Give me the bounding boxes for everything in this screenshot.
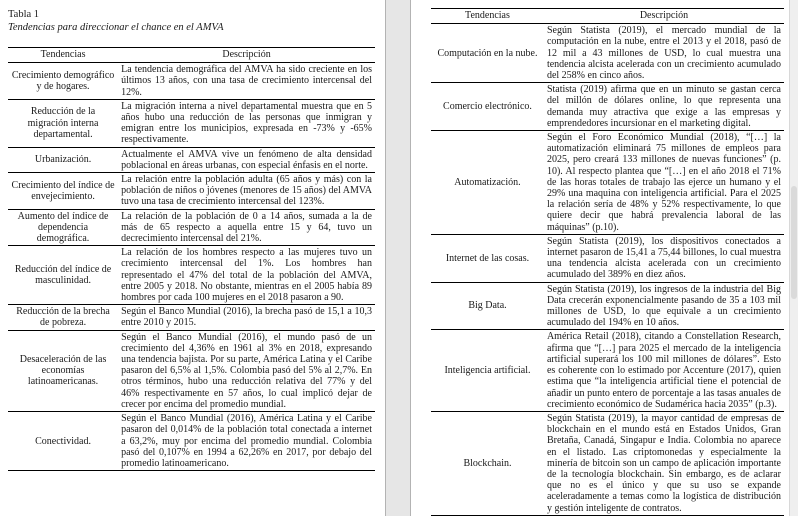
tendencia-cell: Computación en la nube.	[437, 47, 538, 59]
descripcion-cell: Según Statista (2019), los ingresos de la industria del Big Data crecerán exponencialmente pasando de 35 a 103 mil millones de USD, lo que equivale a un crecimiento acumulado del 194% en 10 años.	[544, 282, 784, 330]
tendencia-cell: Reducción de la brecha de pobreza.	[8, 305, 118, 330]
trends-table-page-2	[431, 8, 784, 516]
descripcion-cell: Statista (2019) afirma que en un minuto se gastan cerca del millón de dólares online, lo que representa una demanda muy atractiva que exige a las empresas y emprendedores incursionar en el marketing digital.	[544, 83, 784, 131]
descripcion-cell: La migración interna a nivel departamental muestra que en 5 años hubo una reducción de las personas que inmigran y emigran entre los municipios, expresada en -73% y -65% respectivamente.	[118, 99, 375, 147]
table-row	[8, 173, 375, 210]
descripcion-cell: Según Statista (2019), la mayor cantidad de empresas de blockchain en el mundo está en Estados Unidos, Gran Bretaña, Canadá, Singapur e India. Colombia no aparece en el listado. Las criptomonedas y especialmente la minería de bitcoin son un campo de aplicación importante de la tecnología blockchain. Sin embargo, es de aclarar que no es el único y que su uso se expande aceleradamente a temas como la logística de distribución y gestión inteligente de contratos.	[544, 411, 784, 515]
table-title: Tendencias para direccionar el chance en el AMVA	[8, 22, 224, 33]
descripcion-cell: América Retail (2018), citando a Constellation Research, afirma que “[…] para 2025 el mercado de la inteligencia artificial superará los 100 mil millones de dólares”. Esto es coherente con lo estimado por Accenture (2017), quien estima que “la inteligencia artificial tiene el potencial de añadir un punto entero de porcentaje a las tasas anuales de crecimiento económico de Sudamérica hacia 2035” (p.3).	[544, 330, 784, 411]
table-header	[8, 48, 375, 63]
descripcion-cell: Según el Banco Mundial (2016), América Latina y el Caribe pasaron del 0,014% de la población total conectada a internet a 63,2%, muy por encima del promedio mundial. Colombia pasó del 0,107% en 1994 a 62,26% en 2017, por debajo del promedio latinoamericano.	[118, 412, 375, 471]
table-number: Tabla 1	[8, 9, 40, 20]
table-row	[431, 234, 784, 282]
tendencia-cell: Crecimiento demográfico y de hogares.	[11, 69, 115, 92]
page-1	[0, 0, 385, 516]
descripcion-cell: Según el Foro Económico Mundial (2018), “[…] la automatización eliminará 75 millones de empleos para 2025, pero creará 133 millones de nuevas funciones” (p. 10). Al respecto plantea que “[…] en el año 2018 el 71% de las horas totales de trabajo las ejerce un humano y el 29% una maquina con inteligencia artificial. Para el 2025 la relación sería de 48% y 52% respectivamente, lo que quiere decir que habrá prevalencia laboral de las máquinas” (p.10).	[544, 131, 784, 235]
table-body	[431, 24, 784, 516]
column-header-tendencias: Tendencias	[8, 48, 118, 63]
table-row	[8, 147, 375, 172]
descripcion-cell: La relación de la población de 0 a 14 años, sumada a la de más de 65 respecto a aquella entre 15 y 64, tuvo un decrecimiento intercensal del 21%.	[118, 209, 375, 246]
tendencia-cell: Urbanización.	[8, 147, 118, 172]
tendencia-cell: Inteligencia artificial.	[431, 330, 544, 411]
header-row	[431, 9, 784, 24]
descripcion-cell: Según Statista (2019), los dispositivos conectados a internet pasaron de 15,41 a 75,44 billones, lo cual muestra una tendencia alcista acelerada con un crecimiento acumulado del 389% en diez años.	[544, 234, 784, 282]
table-row	[8, 99, 375, 147]
table-row	[431, 282, 784, 330]
tendencia-cell: Blockchain.	[431, 411, 544, 515]
scrollbar-thumb[interactable]	[791, 186, 797, 300]
column-header-descripcion: Descripción	[118, 48, 375, 63]
table-row	[8, 330, 375, 411]
table-header	[431, 9, 784, 24]
tendencia-cell: Automatización.	[431, 131, 544, 235]
column-header-descripcion: Descripción	[544, 9, 784, 24]
descripcion-cell: La relación de los hombres respecto a las mujeres tuvo un crecimiento intercensal del 1%. Los hombres han representado el 47% del total de la población del AMVA, entre 2005 y 2018. No obstante, mientras en el 2005 había 89 hombres por cada 100 mujeres en el 2018 pasaron a 90.	[118, 246, 375, 305]
table-row	[8, 412, 375, 471]
descripcion-cell: Según el Banco Mundial (2016), la brecha pasó de 15,1 a 10,3 entre 2010 y 2015.	[118, 305, 375, 330]
header-row	[8, 48, 375, 63]
descripcion-cell: La relación entre la población adulta (65 años y más) con la población de niños o jóvenes (menores de 15 años) del AMVA tuvo una tasa de crecimiento intercensal del 123%.	[118, 173, 375, 210]
table-row	[8, 209, 375, 246]
descripcion-cell: Según Statista (2019), el mercado mundial de la computación en la nube, entre el 2013 y el 2018, pasó de 12 mil a 43 millones de USD, lo cual muestra una tendencia alcista acelerada con un crecimiento acumulado del 258% en cinco años.	[546, 25, 781, 82]
tendencia-cell: Big Data.	[431, 282, 544, 330]
descripcion-cell: Según el Banco Mundial (2016), el mundo pasó de un crecimiento del 4,36% en 1961 al 3% en 2018, expresando una tendencia bajista. Por su parte, América Latina y el Caribe pasaron del 6,5% al 1,5%. Colombia pasó del 5% al 2,7%. En otros términos, hubo una reducción relativa del 77% y del 46% respectivamente en 57 años, lo cual implicó dejar de crecer por encima del promedio mundial.	[118, 330, 375, 411]
tendencia-cell: Internet de las cosas.	[431, 234, 544, 282]
descripcion-cell: Actualmente el AMVA vive un fenómeno de alta densidad poblacional en áreas urbanas, con especial énfasis en el norte.	[118, 147, 375, 172]
column-header-tendencias: Tendencias	[431, 9, 544, 24]
trends-table-page-1	[8, 47, 375, 471]
table-row	[8, 63, 375, 100]
tendencia-cell: Reducción de la migración interna departamental.	[8, 99, 118, 147]
table-row	[8, 305, 375, 330]
tendencia-cell: Reducción del índice de masculinidad.	[8, 246, 118, 305]
table-row	[431, 24, 784, 83]
tendencia-cell: Conectividad.	[8, 412, 118, 471]
tendencia-cell: Comercio electrónico.	[431, 83, 544, 131]
tendencia-cell: Desaceleración de las economías latinoamericanas.	[8, 330, 118, 411]
table-row	[431, 330, 784, 411]
table-row	[431, 411, 784, 515]
tendencia-cell: Crecimiento del índice de envejecimiento.	[8, 173, 118, 210]
table-row	[431, 83, 784, 131]
page-2	[411, 0, 789, 516]
descripcion-cell: La tendencia demográfica del AMVA ha sido creciente en los últimos 13 años, con una tasa de crecimiento intercensal del 12%.	[121, 64, 372, 98]
table-row	[8, 246, 375, 305]
page-gutter	[385, 0, 411, 516]
table-row	[431, 131, 784, 235]
tendencia-cell: Aumento del índice de dependencia demográfica.	[8, 209, 118, 246]
table-body	[8, 63, 375, 471]
vertical-scrollbar[interactable]	[789, 0, 798, 516]
